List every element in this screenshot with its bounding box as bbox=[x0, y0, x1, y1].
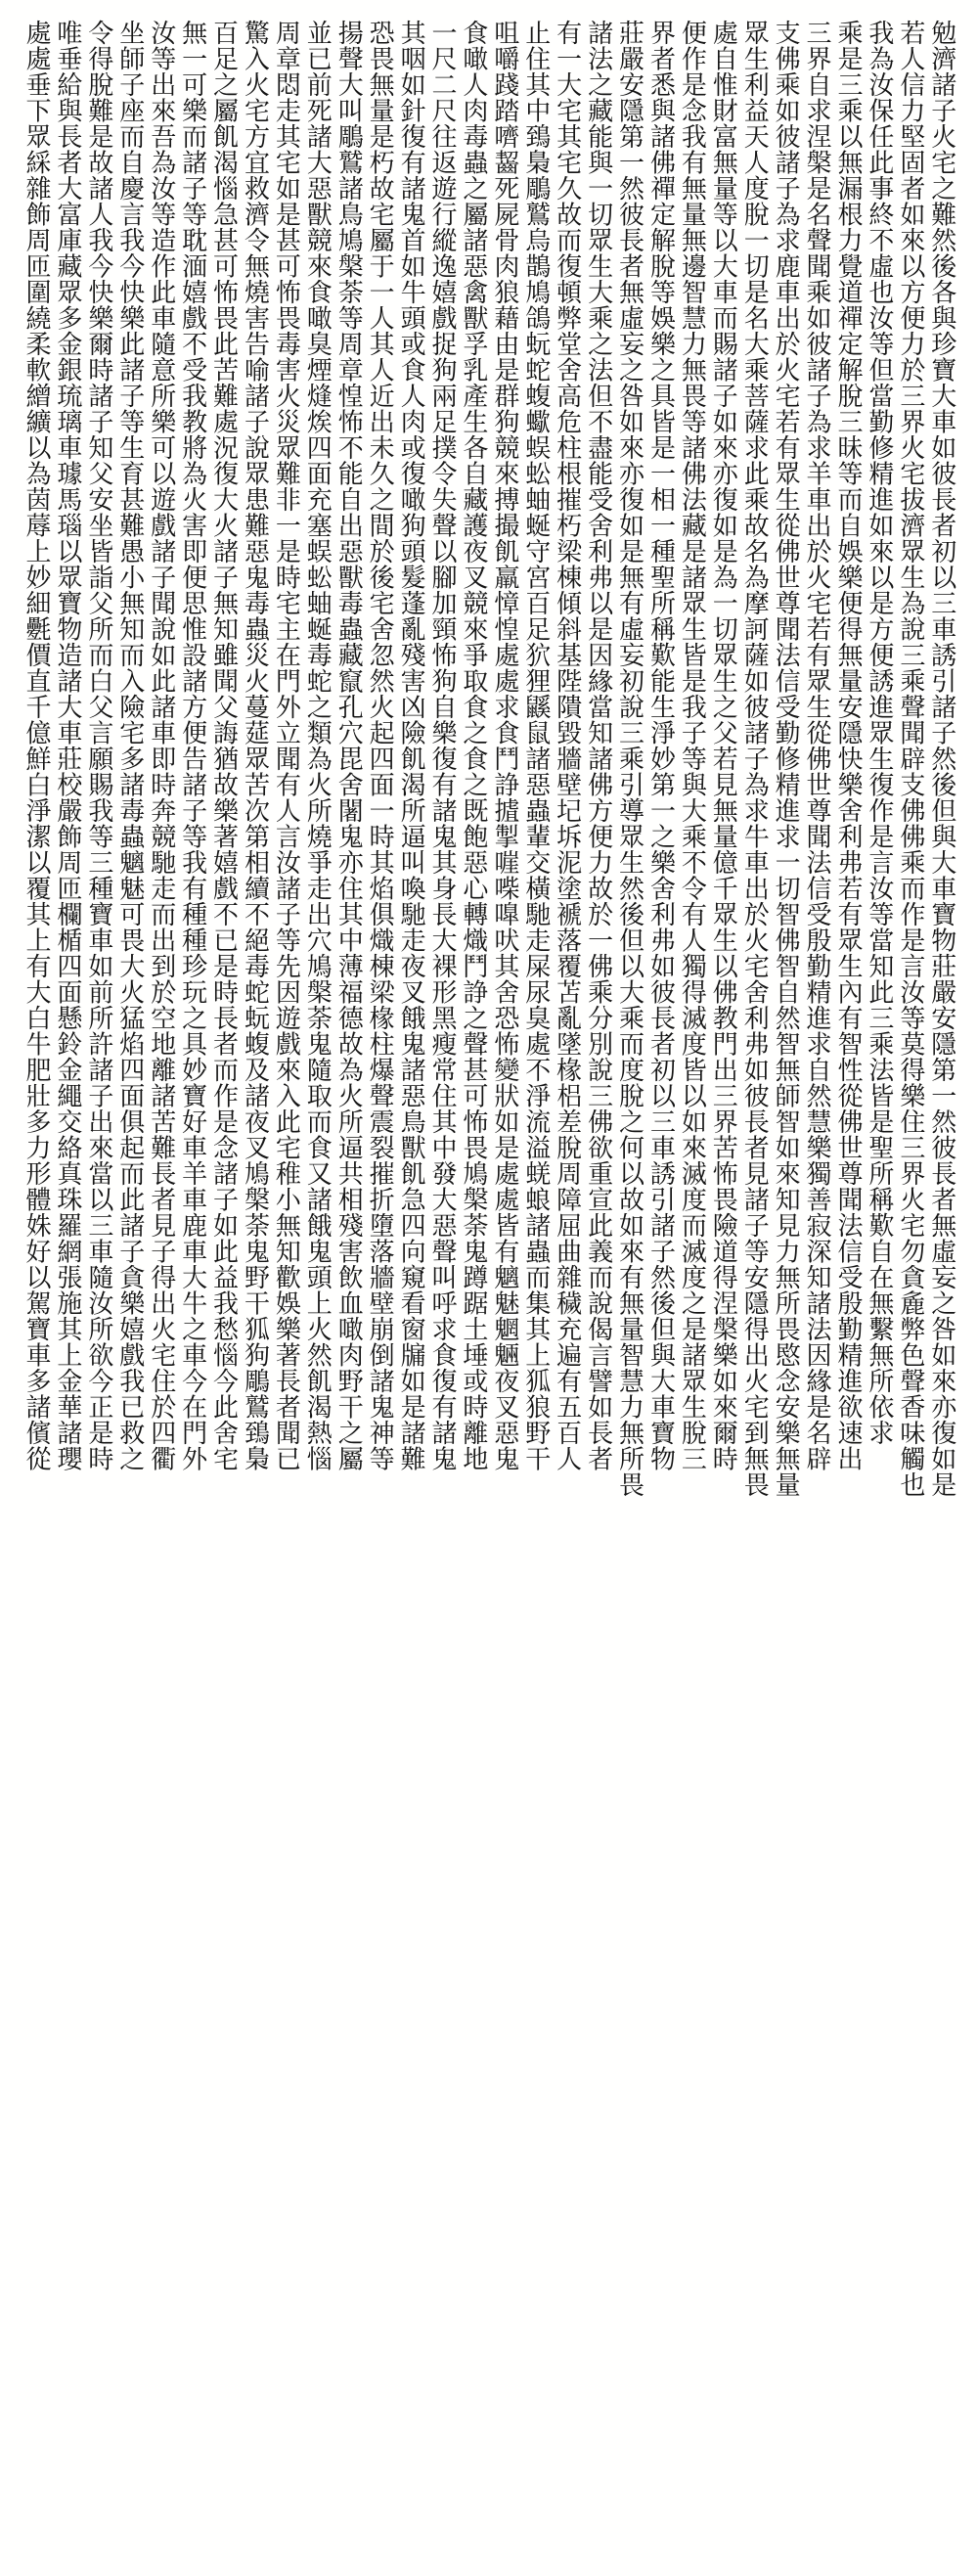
text-column: 唯垂給與長者大富庫藏眾多金銀琉璃車璩馬瑙以眾寶物造諸大車莊校嚴飾周匝欄楯四面懸鈴金繩交絡真珠羅網張施其上金華諸瓔 bbox=[52, 20, 82, 1471]
text-column: 汝等出來吾為汝等造作此車隨意所樂可以遊戲諸子聞說如此諸車即時奔競馳走而出到於空地離諸苦難長者見子得出火宅住於四衢 bbox=[146, 20, 176, 1471]
text-column: 諸法之藏能與一切眾生大乘之法但不盡能受舍利弗以是因緣當知諸佛方便力故於一佛乘分別說三佛欲重宣此義而說偈言譬如長者 bbox=[583, 20, 613, 1471]
vertical-text-block bbox=[22, 20, 956, 2563]
text-column: 食噉人肉毒蟲之屬諸惡禽獸孚乳產生各自藏護夜叉競來爭取食之食之既飽惡心轉熾鬥諍之聲甚可怖畏鳩槃荼鬼蹲踞土埵或時離地 bbox=[458, 20, 488, 1471]
text-column: 界者悉與諸佛禪定解脫等娛樂之具皆是一相一種聖所稱歎能生淨妙第一之樂舍利弗如彼長者初以三車誘引諸子然後但與大車寶物 bbox=[645, 20, 676, 1471]
text-column: 我為汝保任此事終不虛也汝等但當勤修精進如來以是方便誘進眾生復作是言汝等當知此三乘法皆是聖所稱歎自在無繫無所依求 bbox=[864, 20, 894, 1446]
text-column: 三界自求涅槃是名聲聞乘如彼諸子為求羊車出於火宅若有眾生從佛世尊聞法信受殷勤精進求自然慧樂獨善寂深知諸法因緣是名辟 bbox=[802, 20, 832, 1471]
text-column: 若人信力堅固者如來以方便力於三界火宅拔濟眾生為說三乘聲聞辟支佛佛乘而作是言汝等莫得樂住三界火宅勿貪麁弊色聲香味觸也 bbox=[895, 20, 925, 1498]
text-column: 咀嚼踐踏嚌齧死屍骨肉狼藉由是群狗競來搏撮飢羸慞惶處處求食鬥諍摣掣嘊喍嘷吠其舍恐怖變狀如是處處皆有魑魅魍魎夜叉惡鬼 bbox=[489, 20, 519, 1471]
text-column: 有一大宅其宅久故而復頓弊堂舍高危柱根摧朽梁棟傾斜基陛隤毀牆壁圮坼泥塗褫落覆苫亂墜椽梠差脫周障屈曲雜穢充遍有五百人 bbox=[552, 20, 582, 1471]
text-column: 便作是念我有無量無邊智慧力無畏等諸佛法藏是諸眾生皆是我子等與大乘不令有人獨得滅度皆以如來滅度而滅度之是諸眾生脫三 bbox=[677, 20, 707, 1471]
text-column: 眾生利益天人度脫一切是名大乘菩薩求此乘故名為摩訶薩如彼諸子為求牛車出於火宅舍利弗如彼長者見諸子等安隱得出火宅到無畏 bbox=[739, 20, 770, 1498]
text-column: 令得脫難是故諸人我今快樂爾時諸子知父安坐皆詣父所而白父言願賜我等三種寶車如前所許諸子出來當以三車隨汝所欲今正是時 bbox=[83, 20, 113, 1471]
text-column: 乘是三乘以無漏根力覺道禪定解脫三昧等而自娛樂便得無量安隱快樂舍利弗若有眾生內有智性從佛世尊聞法信受殷勤精進欲速出 bbox=[832, 20, 863, 1471]
text-column: 百足之屬飢渴惱急甚可怖畏此苦難處況復大火諸子無知雖聞父誨猶故樂著嬉戲不已是時長者而作是念諸子如此益我愁惱今此舍宅 bbox=[208, 20, 239, 1471]
text-column: 支佛乘如彼諸子為求鹿車出於火宅若有眾生從佛世尊聞法信受勤修精進求一切智佛智自然智無師智如來知見力無所畏愍念安樂無量 bbox=[771, 20, 801, 1498]
text-column: 處自惟財富無量等以大車而賜諸子如來亦復如是為一切眾生之父若見無量億千眾生以佛教門出三界苦怖畏險道得涅槃樂如來爾時 bbox=[708, 20, 738, 1471]
text-column: 莊嚴安隱第一然彼長者無虛妄之咎如來亦復如是無有虛妄初說三乘引導眾生然後但以大乘而度脫之何以故如來有無量智慧力無所畏 bbox=[614, 20, 645, 1498]
text-column: 揚聲大叫鵰鷲諸鳥鳩槃荼等周章惶怖不能自出惡獸毒蟲藏竄孔穴毘舍闍鬼亦住其中薄福德故為火所逼共相殘害飲血噉肉野干之屬 bbox=[333, 20, 364, 1471]
text-column: 恐畏無量是朽故宅屬于一人其人近出未久之間於後宅舍忽然火起四面一時其焰俱熾棟梁椽柱爆聲震裂摧折墮落牆壁崩倒諸鬼神等 bbox=[365, 20, 395, 1471]
text-column: 一尺二尺往返遊行縱逸嬉戲捉狗兩足撲令失聲以腳加頸怖狗自樂復有諸鬼其身長大裸形黑瘦常住其中發大惡聲叫呼求食復有諸鬼 bbox=[426, 20, 457, 1471]
text-column: 其咽如針復有諸鬼首如牛頭或食人肉或復噉狗頭髮蓬亂殘害凶險飢渴所逼叫喚馳走夜叉餓鬼諸惡鳥獸飢急四向窺看窗牖如是諸難 bbox=[396, 20, 426, 1471]
text-column: 驚入火宅方宜救濟令無燒害告喻諸子說眾患難惡鬼毒蟲災火蔓莚眾苦次第相續不絕毒蛇蚖蝮及諸夜叉鳩槃荼鬼野干狐狗鵰鷲鵄梟 bbox=[240, 20, 270, 1471]
text-column: 勉濟諸子火宅之難然後各與珍寶大車如彼長者初以三車誘引諸子然後但與大車寶物莊嚴安隱第一然彼長者無虛妄之咎如來亦復如是 bbox=[926, 20, 956, 1498]
text-column: 周章悶走其宅如是甚可怖畏毒害火災眾難非一是時宅主在門外立聞有人言汝諸子等先因遊戲來入此宅稚小無知歡娛樂著長者聞已 bbox=[271, 20, 301, 1471]
text-column: 坐師子座而自慶言我今快樂此諸子等生育甚難愚小無知而入險宅多諸毒蟲魑魅可畏大火猛焰四面俱起而此諸子貪樂嬉戲我已救之 bbox=[114, 20, 145, 1471]
text-column: 止住其中鵄梟鵰鷲烏鵲鳩鴿蚖蛇蝮蠍蜈蚣蚰蜒守宮百足狖狸鼷鼠諸惡蟲輩交橫馳走屎尿臭處不淨流溢蜣蜋諸蟲而集其上狐狼野干 bbox=[520, 20, 551, 1471]
text-column: 處處垂下眾綵雜飾周匝圍繞柔軟繒纊以為茵蓐上妙細氎價直千億鮮白淨潔以覆其上有大白牛肥壯多力形體姝好以駕寶車多諸儐從 bbox=[22, 20, 51, 1471]
text-column: 無一可樂而諸子等耽湎嬉戲不受我教將為火害即便思惟設諸方便告諸子等我有種種珍玩之具妙寶好車羊車鹿車大牛之車今在門外 bbox=[177, 20, 207, 1471]
text-column: 並已前死諸大惡獸競來食噉臭煙熢㶼四面充塞蜈蚣蚰蜒毒蛇之類為火所燒爭走出穴鳩槃荼鬼隨取而食又諸餓鬼頭上火然飢渴熱惱 bbox=[302, 20, 333, 1471]
